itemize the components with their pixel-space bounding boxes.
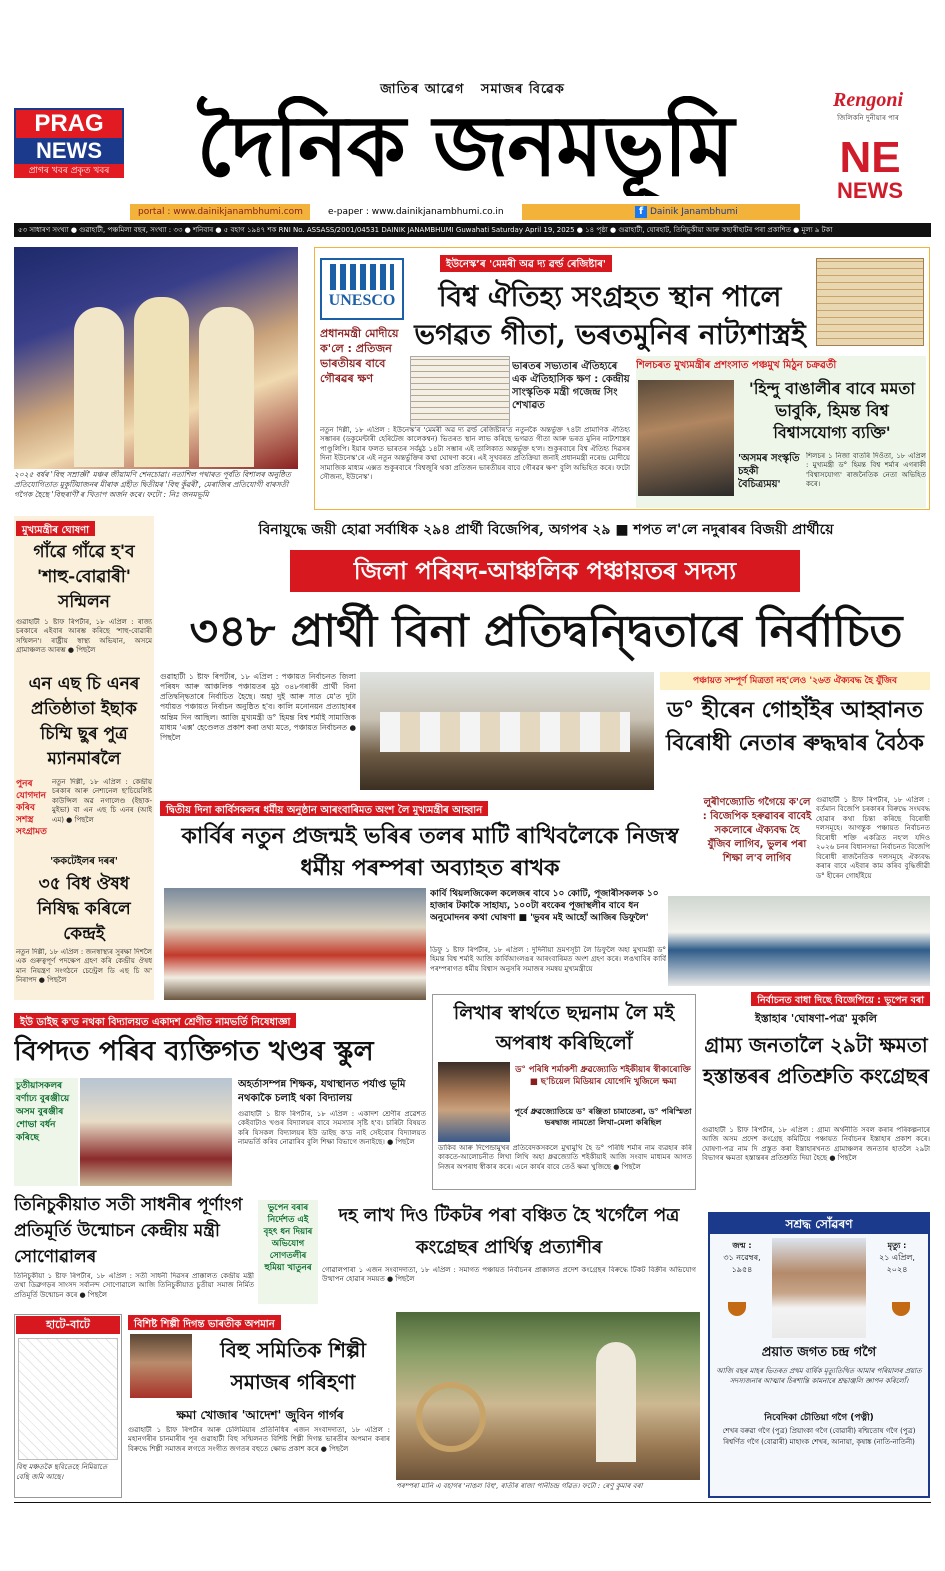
cm-kicker: মুখ্যমন্ত্ৰীৰ ঘোষণা: [16, 518, 152, 536]
karbi-headline: কাৰ্বিৰ নতুন প্ৰজন্মই ভৰিৰ তলৰ মাটি ৰাখিবলৈকে নিজস্ব ধৰ্মীয় পৰম্পৰা অব্যাহত ৰাখক: [181, 823, 679, 881]
portal-bar: [130, 204, 800, 220]
accused-photo: [438, 1062, 510, 1142]
sati-body: তিনিচুকীয়া ১ ষ্টাফ ৰিপৰ্টাৰ, ১৮ এপ্ৰিল : সতী সাধনী দিৱসৰ প্ৰাক্কালত কেন্দ্ৰীয় মন্ত্ৰী তথা ডিব্ৰুগড়ৰ সাংসদ সৰ্বানন্দ সোণোৱালে আজি তিনিচুকীয়াত চুতীয়া সমাজ নিৰ্মিত প্ৰতিমূৰ্তি উন্মোচন কৰে ● পিছলৈ: [14, 1272, 254, 1299]
drug-ban-body: নতুন দিল্লী, ১৮ এপ্ৰিল : জনস্বাস্থ্যৰ সুৰক্ষা দিশলৈ এক গুৰুত্বপূৰ্ণ পদক্ষেপ গ্ৰহণ কৰি কেন্দ্ৰীয় ঔষধ মান নিয়ন্ত্ৰণ সংগঠনে চেন্ট্ৰেল ডি এছ চি অ' নিৰাপদ ● পিছলৈ: [16, 948, 152, 985]
manifesto-headline: গ্ৰাম্য জনতালৈ ২৯টা ক্ষমতা হস্তান্তৰৰ প্ৰতিশ্ৰুতি কংগ্ৰেছৰ: [703, 1033, 929, 1088]
portal-link[interactable]: portal : www.dainikjanambhumi.com: [138, 207, 303, 217]
karbi-kicker: দ্বিতীয় দিনা কাৰ্বিসকলৰ ধৰ্মীয় অনুষ্ঠান আৰংবাৰিমত অংশ লৈ মুখ্যমন্ত্ৰীৰ আহ্বান: [160, 798, 660, 816]
ticket-side-label: ভুপেন বৰাৰ নিৰ্দেশত এই বৃহৎ ধন দিয়াৰ অভিযোগ সোণতলীৰ হুমিয়া খাতুনৰ: [258, 1200, 318, 1304]
bihu-samiti-kicker: বিশিষ্ট শিল্পী দিগন্ত ভাৰতীক অপমান: [128, 1312, 390, 1330]
hiren-body: গুৱাহাটী ১ ষ্টাফ ৰিপৰ্টাৰ, ১৮ এপ্ৰিল : বৰ্তমান বিজেপি চৰকাৰৰ বিৰুদ্ধে সংঘবদ্ধ হোৱাৰ কথা চিন্তা কৰিছে বিৰোধী দলসমূহে। আগন্তুক পঞ্চায়ত নিৰ্বাচনত বিৰোধী শক্তি একত্ৰিত নহ'ল যদিও ২০২৬ চনৰ বিধানসভা নিৰ্বাচনত বিজেপি বিৰোধী ৰাজনৈতিক দলসমূহে ঐক্যবদ্ধ কৰাৰ বাবে এইবাৰ কাম কৰিব বুদ্ধিজীৱী ড° হীৰেন গোহাঁইয়ে: [816, 796, 930, 880]
hate-bate-caption: বিহু মঞ্চতকৈ ছবিতেহে নিমিয়াতে বেছি জমি আছে।: [16, 1463, 108, 1481]
unesco-minister-quote: ভাৰতৰ সভ্যতাৰ ঐতিহ্যৰে এক ঐতিহাসিক ক্ষণ : কেন্দ্ৰীয় সাংস্কৃতিক মন্ত্ৰী গজেন্দ্ৰ সিং শেখাৱত: [512, 361, 630, 411]
unesco-headline: বিশ্ব ঐতিহ্য সংগ্ৰহত স্থান পালে ভগৱত গীতা, ভৰতমুনিৰ নাট্যশাস্ত্ৰই: [414, 280, 806, 351]
shahu-bowari-body: গুৱাহাটী ১ ষ্টাফ ৰিপৰ্টাৰ, ১৮ এপ্ৰিল : ৰাজ্য চৰকাৰে এইবাৰ আৰম্ভ কৰিছে 'শাহু-বোৱাৰী সন্মিলন'। ৰাষ্ট্ৰীয় স্বাস্থ্য অভিযান, অসমে গ্ৰামাঞ্চলত আৰম্ভ ● পিছলৈ: [16, 618, 152, 655]
masthead-motto: জাতিৰ আৱেগ সমাজৰ বিৱেক: [380, 82, 565, 97]
mithun-photo: [638, 380, 734, 496]
drug-ban-kicker: 'ককটেইলৰ দৰৰ': [50, 856, 118, 867]
nscn-headline: এন এছ চি এনৰ প্ৰতিষ্ঠাতা ইছাক চিম্মি ছুৰ পুত্ৰ ম্যানমাৰলৈ: [28, 674, 140, 769]
bihu-samiti-body: গুৱাহাটী ১ ষ্টাফ ৰিপৰ্টাৰ আৰু চেলিমিয়াৰ প্ৰতিনিধিৰ এজন সংবাদদাতা, ১৮ এপ্ৰিল : মহানগৰীৰ চানমাৰীৰ পূৰ গুৱাহাটী বিহু সন্মিলনত বিশিষ্ট শিল্পী দিগন্ত ভাৰতীৰ অপমান কৰাৰ বিৰুদ্ধে শিল্পী সমাজৰ লগতে সংগীত জগতৰ বহুতে ক্ষোভ প্ৰকাশ কৰে ● পিছলৈ: [128, 1426, 390, 1453]
chhadmanam-subhead: ড° পৰিধি শৰ্মাকশী ধ্ৰুৱজ্যোতি শইকীয়াৰ স্বীকাৰোক্তি ■ ছ'চিয়েল মিডিয়াৰ যোগেদি খুজিলে ক্ষমা: [515, 1065, 691, 1087]
facebook-link[interactable]: Dainik Janambhumi: [650, 207, 738, 217]
prag-news-logo: PRAG NEWS প্ৰাগৰ খবৰ প্ৰকৃত খবৰ: [14, 108, 124, 188]
ticket-headline: দহ লাখ দিও টিকটৰ পৰা বঞ্চিত হৈ খৰ্গেলৈ পত্ৰ কংগ্ৰেছৰ প্ৰাৰ্থিত্ব প্ৰত্যাশীৰ: [338, 1205, 680, 1258]
unesco-pm-quote: প্ৰধানমন্ত্ৰী মোদীয়ে ক'লে : প্ৰতিজন ভাৰতীয়ৰ বাবে গৌৰৱৰ ক্ষণ: [320, 327, 399, 385]
chutia-event-photo: [80, 1078, 232, 1186]
hiren-headline: ড° হীৰেন গোহাঁইৰ আহ্বানত বিৰোধী নেতাৰ ৰুদ্ধদ্বাৰ বৈঠক: [666, 697, 924, 756]
manifesto-subhead: ইস্তাহাৰ 'ঘোষণা-পত্ৰ' মুকলি: [755, 1012, 877, 1025]
masthead-title: দৈনিক জনমভূমি: [196, 96, 734, 195]
mithun-quote: 'অসমৰ সংস্কৃতি চহকী বৈচিত্ৰ্যময়': [738, 453, 800, 490]
lead-body: গুৱাহাটী ১ ষ্টাফ ৰিপৰ্টাৰ, ১৮ এপ্ৰিল : পঞ্চায়ত নিৰ্বাচনত জিলা পৰিষদ আৰু আঞ্চলিক পঞ্চায়তৰ মুঠ ৩৪৮গৰাকী প্ৰাৰ্থী বিনা প্ৰতিদ্বন্দ্বিতাৰে নিৰ্বাচিত হৈছে। অহা দুই আৰু সাত মে'ত দুটা পৰ্যায়ত পঞ্চায়ত নিৰ্বাচন অনুষ্ঠিত হ'ব। কালি মনোনয়ন প্ৰত্যাহাৰৰ অন্তিম দিন আছিল। আজি মুখ্যমন্ত্ৰী ড° হিমন্ত বিশ্ব শৰ্মাই সামাজিক মাধ্যম 'এক্স' হেণ্ডেলত প্ৰকাশ কৰা তথ্য মতে, পঞ্চায়ত নিৰ্বাচনত ● পিছলৈ: [160, 672, 356, 742]
unesco-logo: UNESCO: [320, 258, 404, 320]
unesco-scroll-image: [816, 258, 924, 346]
dateline-bar: ৫৩ সাধাৰণ সংখ্যা ● গুৱাহাটী, পঞ্চমিলা বছৰ, সংখ্যা : ৩৩ ● শনিবাৰ ● ৫ বহাগ ১৯৪৭ শক RNI No. ASSASS/2001/04531 DAINIK JANAMBHUMI Guwahati Saturday April 19, 2025 ● ১৪ পৃষ্ঠা ● গুৱাহাটী, যোৰহাট, তিনিচুকীয়া আৰু কছাৰীহাটৰ পৰা প্ৰকাশিত ● মূল্য ৯ টকা: [14, 223, 931, 237]
hiren-kicker: পঞ্চায়ত সম্পূৰ্ণ মিত্ৰতা নহ'লেও '২৬ত ঐক্যবদ্ধ হৈ যুঁজিব: [660, 672, 930, 690]
rengoni-logo: Rengoni জিলিকনি দুনীয়াৰ পাৰ: [832, 89, 904, 122]
obituary-text: আজি বছৰ মাহৰ ভিতৰত প্ৰথম বাৰ্ষিক মৃত্যুতিথিত আমাৰ পৰিয়ালৰ প্ৰয়াত সদস্যজনাৰ আত্মাৰ চিৰশান্তি কামনাৰে শ্ৰদ্ধাঞ্জলি জ্ঞাপন কৰিলোঁ।: [716, 1367, 922, 1385]
plough-bihu-photo: [396, 1312, 700, 1480]
obituary-name: প্ৰয়াত জগত চন্দ্ৰ গগৈ: [761, 1345, 877, 1360]
hiren-side-quote: লুৰীণজ্যোতি গগৈয়ে ক'লে : বিজেপিক হৰুৱাবৰ বাবেই সকলোৰে ঐক্যবদ্ধ হৈ যুঁজিব লাগিব, ভুলৰ পৰা শিক্ষা ল'ব লাগিব: [702, 797, 812, 864]
karbi-subhead: কাৰ্বি থিয়লজিকেল কলেজৰ বাবে ১০ কোটি, পূজাৰীসকলক ১০ হাজাৰ টকাকৈ সাহায্য, ১০০টা ৰংকেৰ পূজাস্থলীৰ বাবে ধন অনুমোদনৰ কথা ঘোষণা ■ 'ভুবৰ মই আহোঁ আজিৰ ডিফুলৈ': [430, 889, 659, 923]
plough-photo-caption: পৰম্পৰা মানি এ বহাগৰ 'নাঙল বিহু', ৰাতীৰ ৰাজা পানীচন্দ্ৰ গাঁৱত। ফটো : ৰেণু কুমাৰ বৰা: [396, 1482, 643, 1490]
obituary-born: জন্ম : ৩১ নৱেম্বৰ, ১৯৫৪: [723, 1241, 761, 1274]
obituary-family: নিবেদিকা চৌতিয়া গগৈ (পত্নী): [764, 1413, 874, 1423]
karbi-photo: [164, 888, 426, 1000]
school-subhead: অহৰ্তাসম্পন্ন শিক্ষক, যথাস্থানত পৰ্যাপ্ত ভূমি নথকাকৈ চলাই থকা বিদ্যালয়: [238, 1079, 406, 1104]
school-headline: বিপদত পৰিব ব্যক্তিগত খণ্ডৰ স্কুল: [14, 1036, 374, 1067]
school-kicker: ইউ ডাইছ ক'ড নথকা বিদ্যালয়ত একাদশ শ্ৰেণীত নামভৰ্তি নিষেধাজ্ঞা: [14, 1010, 426, 1028]
bihu-samiti-subhead: ক্ষমা খোজাৰ 'আদেশ' জুবিন গাৰ্গৰ: [176, 1408, 344, 1422]
mithun-body: শিলচৰ ১ নিজা বাতৰি দিওঁতা, ১৮ এপ্ৰিল : মুখ্যমন্ত্ৰী ড° হিমন্ত বিশ্ব শৰ্মাৰ এগৰাকী 'বিশ্বাসযোগ্য' ৰাজনৈতিক নেতা অভিহিত কৰে।: [806, 452, 926, 489]
bihu-queen-photo: [14, 247, 298, 469]
congress-kicker: নিৰ্বাচনত বাধা দিছে বিজেপিয়ে : ভূপেন বৰা: [680, 988, 930, 1006]
lead-headline: ৩৪৮ প্ৰাৰ্থী বিনা প্ৰতিদ্বন্দ্বিতাৰে নিৰ্বাচিত: [189, 606, 903, 657]
mithun-headline: 'হিন্দু বাঙালীৰ বাবে মমতা ভাবুকি, হিমন্ত বিশ্ব বিশ্বাসযোগ্য ব্যক্তি': [748, 379, 916, 442]
sati-headline: তিনিচুকীয়াত সতী সাধনীৰ পূৰ্ণাংগ প্ৰতিমূৰ্তি উন্মোচন কেন্দ্ৰীয় মন্ত্ৰী সোণোৱালৰ: [14, 1195, 243, 1267]
school-body: গুৱাহাটী ১ ষ্টাফ ৰিপৰ্টাৰ, ১৮ এপ্ৰিল : একাদশ শ্ৰেণীৰ প্ৰৱেশত কেইবাটাও খণ্ডৰ বিদ্যালয়ৰ বাবে সমস্যাৰ সৃষ্টি হ'ব। চাৰিটা বিষয়ত কৰি যিসকল বিদ্যালয়ৰ ইউ ডাইছ ক'ড নাই সেইবোৰ বিদ্যালয়ত নামভৰ্তি কৰিব নোৱাৰিব বুলি শিক্ষা বিভাগে জনাইছে। ● পিছলৈ: [238, 1110, 426, 1147]
facebook-icon: f: [635, 206, 647, 218]
mithun-kicker: শিলচৰত মুখ্যমন্ত্ৰীৰ প্ৰশংসাত পঞ্চমুখ মিঠুন চক্ৰৱৰ্তী: [636, 360, 837, 371]
obituary-portrait: [772, 1238, 866, 1338]
shahu-bowari-headline: গাঁৱে গাঁৱে হ'ব 'শাহু-বোৱাৰী' সন্মিলন: [33, 542, 135, 612]
unesco-body: নতুন দিল্লী, ১৮ এপ্ৰিল : ইউনেস্কʼৰ 'মেমৰী অৱ দ্য ৱৰ্ল্ড ৰেজিষ্টাৰ'ত নতুনকৈ অন্তৰ্ভুক্ত ৭৪টা প্ৰামাণিক ঐতিহ্য সম্ভাৰৰ (ডকুমেন্টাৰী হেৰিটেজ কালেকশ্বন) ভিতৰত স্থান লাভ কৰিছে ভগৱত গীতা আৰু ভৰত মুনিৰ নাট্যশাস্ত্ৰৰ পাণ্ডুলিপি। ইয়াৰ ফলত ভাৰতৰ সৰ্বমুঠ ১৪টা সম্ভাৰ এই তালিকাত অন্তৰ্ভুক্ত হ'ল। শুকুৰবাৰে বিশ্ব ঐতিহ্য দিৱসৰ দিনা ইউনেস্কʼৰে এই নতুন অন্তৰ্ভুক্তিৰ কথা ঘোষণা কৰে। এই সুখবৰত প্ৰতিক্ৰিয়া জনাই প্ৰধানমন্ত্ৰী নৰেন্দ্ৰ মোদীয়ে সামাজিক মাধ্যম এক্সত শুকুৰবাৰে 'বিশ্বজুৰি থকা প্ৰতিজন ভাৰতীয়ৰ বাবে গৌৰৱৰ ক্ষণ' বুলি অভিহিত কৰে। ফটো সৌজন্য, ইউনেস্কʼ।: [320, 426, 630, 482]
unesco-kicker: ইউনেস্কʼৰ 'মেমৰী অৱ দ্য ৱৰ্ল্ড ৰেজিষ্টাৰ': [440, 252, 740, 272]
hate-bate-cartoon: [18, 1338, 118, 1460]
chutia-side-label: চুতীয়াসকলৰ বৰ্ণাঢ্য বুৰঞ্জীয়ে অসম বুৰঞ্জীৰ শোভা বৰ্ধন কৰিছে: [14, 1078, 78, 1186]
ticket-body: গোৱালপাৰা ১ এজন সংবাদদাতা, ১৮ এপ্ৰিল : সমাগত পঞ্চায়ত নিৰ্বাচনৰ প্ৰাক্কালত প্ৰদেশ কংগ্ৰেছৰ বিৰুদ্ধে টিকট বিক্ৰীৰ অভিযোগ উত্থাপন হোৱাৰ সময়ত ● পিছলৈ: [322, 1266, 696, 1284]
obituary-died: মৃত্যু : ২১ এপ্ৰিল, ২০২৪: [879, 1241, 915, 1274]
hate-bate-title: হাটে-বাটে: [16, 1316, 120, 1334]
karbi-body: ডিফু ১ ষ্টাফ ৰিপৰ্টাৰ, ১৮ এপ্ৰিল : দুদিনীয়া ভ্ৰমণসূচী লৈ ডিফুলৈ অহা মুখ্যমন্ত্ৰী ড° হিমন্ত বিশ্ব শৰ্মাই আজি কাৰ্বিআংলঙৰ আৰংবাৰিমত অংশ গ্ৰহণ কৰে। লঙখাবিৰ কাৰ্বি পৰম্পৰাগত ধৰ্মীয় বিশ্বাস অনুসৰি সমাজৰ সমন্বয় মুখ্যমন্ত্ৰীয়ে: [430, 946, 666, 973]
digonta-photo: [130, 1334, 192, 1398]
page-bottom-rule: [14, 1502, 931, 1503]
chhadmanam-body: ডাকিব আৰু দিপেন্ডামুখৰ প্ৰতিবেদকসকলে মুখামুখি হৈ ড° পৰিধি শৰ্মাৰ নাম ব্যৱহাৰ কৰি কাকতে-আলোচনীত লিখা লিখি অহা ধ্ৰুৱজ্যোতি শইকীয়াই আজি সংবাদ মাধ্যমৰ আগত নিজৰ অপৰাধ স্বীকাৰ কৰে। এনে কাৰ্যৰ বাবে তেওঁ ক্ষমা খুজিছে ● পিছলৈ: [438, 1144, 692, 1171]
ne-news-logo: NE NEWS: [837, 136, 903, 203]
lead-banner: জিলা পৰিষদ-আঞ্চলিক পঞ্চায়তৰ সদস্য: [290, 550, 800, 592]
chhadmanam-subhead-2: পূৰ্বে ধ্ৰুৱজ্যোতিয়ে ড° ৰঞ্জিতা চামাতেৰা, ড° পৰিস্মিতা ভৰদ্বাজ নামতো লিখা-মেলা কৰিছিল: [514, 1107, 692, 1127]
lead-topline: বিনাযুদ্ধে জয়ী হোৱা সৰ্বাধিক ২৯৪ প্ৰাৰ্থী বিজেপিৰ, অগপৰ ২৯ ■ শপত ল'লে নদুৰাৰৰ বিজয়ী প্ৰাৰ্থীয়ে: [258, 522, 834, 538]
obituary-relatives: শেখৰ বৰুৱা গগৈ (পুত্ৰ) প্ৰিয়াংকা গগৈ (বোৱাৰী) ৰশ্মিতোষ গগৈ (পুত্ৰ) ৰিশ্বৰ্ণিত গগৈ (বোৱাৰী) মাহাংক শেখৰ, আনায়া, কৃষাঙ্ক (নাতি-নাতিনী): [722, 1427, 916, 1446]
congress-manifesto-photo: [668, 896, 930, 986]
obituary-heading: সশ্ৰদ্ধ সোঁৱৰণ: [710, 1214, 928, 1234]
opposition-meeting-photo: [360, 672, 654, 790]
bihu-photo-caption: ২০২৫ বৰ্ষৰ 'বিহু সম্ৰাজ্ঞী' মঞ্চৰ জীয়ামণি শেনচোৱা। নতাশিল পথাৰত পূৰ্বতি বিশালৰ অনুষ্ঠিত প্ৰতিযোগিতাত মুকুটিয়াজনৰ মীৰাক গ্ৰহীত দ্বিতীয়ৰ 'বিহু কুঁৱৰী', মেৰাজিৰ প্ৰতিযোগী বাৰসতী গগৈক হৈছে 'বিহুৰাণী'ৰ খিতাপ অৰ্জন কৰে। ফটো : নিঃ জনমভূমি: [14, 470, 291, 499]
nscn-side-label: পুনৰ যোগদান কৰিব সশস্ত্ৰ সংগ্ৰামত: [16, 779, 47, 837]
bihu-samiti-headline: বিহু সমিতিক শিল্পী সমাজৰ গৰিহণা: [220, 1338, 366, 1394]
unesco-document-image: [410, 356, 510, 426]
nscn-body: নতুন দিল্লী, ১৮ এপ্ৰিল : কেন্দ্ৰীয় চৰকাৰ আৰু নেশ্যনেল ছ'চিয়েলিষ্ট কাউন্সিল অৱ নগালেণ্ড (ইছাক-মুইভা) বা এন এছ চি এনৰ (আই এম) ● পিছলৈ: [52, 778, 152, 824]
drug-ban-headline: ৩৫ বিধ ঔষধ নিষিদ্ধ কৰিলে কেন্দ্ৰই: [37, 874, 131, 944]
manifesto-body: গুৱাহাটী ১ ষ্টাফ ৰিপৰ্টাৰ, ১৮ এপ্ৰিল : গ্ৰাম্য অৰ্থনীতি সবল কৰাৰ পৰিকল্পনাৰে আজি অসম প্ৰদেশ কংগ্ৰেছ কমিটিয়ে পঞ্চায়ত নিৰ্বাচনৰ ইস্তাহাৰ প্ৰকাশ কৰে। ঘোষণা-পত্ৰ নাম দি প্ৰস্তুত কৰা ইস্তাহাৰখনত গ্ৰামাঞ্চলৰ জনতাৰ হাতলৈ ২৯টা বিভাগৰ ক্ষমতা হস্তান্তৰৰ প্ৰতিশ্ৰুতি দিয়া হৈছে ● পিছলৈ: [702, 1126, 930, 1163]
epaper-link[interactable]: e-paper : www.dainikjanambhumi.co.in: [310, 204, 522, 220]
chhadmanam-headline: লিখাৰ স্বাৰ্থতে ছদ্মনাম লৈ মই অপৰাধ কৰিছিলোঁ: [453, 1002, 675, 1054]
